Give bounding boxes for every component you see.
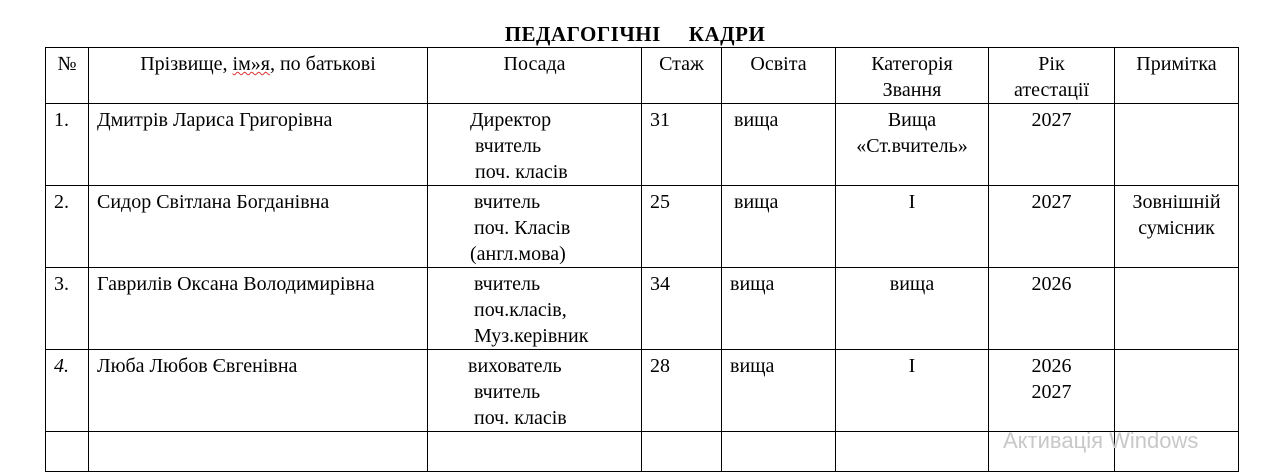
row-year [989, 350, 1115, 432]
row-category [836, 186, 989, 268]
row-name: Люба Любов Євгенівна [89, 350, 428, 432]
row-note: Зовнішній сумісник [1115, 186, 1239, 268]
row-category [836, 350, 989, 432]
category-line: І [908, 191, 916, 213]
position-line: поч.класів, [474, 299, 567, 321]
row-position [428, 268, 642, 350]
position-line: поч. класів [475, 161, 568, 183]
row-position [428, 186, 642, 268]
table-row [46, 104, 1239, 186]
header-name: Прізвище, ім»я, по батькові [89, 48, 428, 104]
row-education: вища [722, 350, 836, 432]
row-year [989, 104, 1115, 186]
position-line: (англ.мова) [470, 243, 566, 265]
empty-cell [89, 432, 428, 472]
empty-cell [46, 432, 89, 472]
category-line: вища [889, 273, 935, 295]
table-row [46, 186, 1239, 268]
table-row [46, 350, 1239, 432]
empty-cell [642, 432, 722, 472]
year-line: 2026 [1031, 355, 1072, 377]
header-year: Рік атестації [989, 48, 1115, 104]
row-note [1115, 104, 1239, 186]
year-line: 2026 [1031, 273, 1072, 295]
staff-table [45, 47, 1239, 472]
position-line: Директор [470, 109, 552, 131]
row-experience: 28 [642, 350, 722, 432]
category-line: І [908, 355, 916, 377]
row-number: 1. [46, 104, 89, 186]
title-part-2: КАДРИ [688, 22, 766, 46]
windows-activation-watermark: Активація Windows [1003, 428, 1199, 453]
header-position: Посада [428, 48, 642, 104]
year-line: 2027 [1031, 191, 1072, 213]
position-line: вчитель [474, 381, 541, 403]
position-line: вихователь [468, 355, 562, 377]
category-line: «Ст.вчитель» [856, 135, 968, 157]
row-number: 4. [46, 350, 89, 432]
header-category: Категорія Звання [836, 48, 989, 104]
position-line: вчитель [474, 273, 541, 295]
header-num: № [46, 48, 89, 104]
category-line: Вища [887, 109, 937, 131]
row-note [1115, 268, 1239, 350]
empty-cell [722, 432, 836, 472]
row-note [1115, 350, 1239, 432]
row-name: Сидор Світлана Богданівна [89, 186, 428, 268]
row-name: Гаврилів Оксана Володимирівна [89, 268, 428, 350]
position-line: вчитель [475, 135, 542, 157]
title-part-1: ПЕДАГОГІЧНІ [504, 22, 661, 46]
row-experience: 34 [642, 268, 722, 350]
empty-cell [428, 432, 642, 472]
row-category [836, 268, 989, 350]
row-year [989, 186, 1115, 268]
row-position [428, 104, 642, 186]
row-education: вища [722, 104, 836, 186]
table-row [46, 268, 1239, 350]
empty-cell [836, 432, 989, 472]
position-line: поч. класів [474, 407, 567, 429]
header-experience: Стаж [642, 48, 722, 104]
header-note: Примітка [1115, 48, 1239, 104]
document-title [0, 22, 1270, 47]
row-name: Дмитрів Лариса Григорівна [89, 104, 428, 186]
row-year [989, 268, 1115, 350]
row-number: 3. [46, 268, 89, 350]
spell-error-word: ім»я [232, 53, 270, 75]
row-number: 2. [46, 186, 89, 268]
row-experience: 25 [642, 186, 722, 268]
year-line: 2027 [1031, 381, 1072, 403]
row-experience: 31 [642, 104, 722, 186]
position-line: Муз.керівник [474, 325, 589, 347]
year-line: 2027 [1031, 109, 1072, 131]
position-line: поч. Класів [474, 217, 571, 239]
header-row [46, 48, 1239, 104]
row-education: вища [722, 186, 836, 268]
row-category [836, 104, 989, 186]
header-education: Освіта [722, 48, 836, 104]
row-position [428, 350, 642, 432]
position-line: вчитель [474, 191, 541, 213]
row-education: вища [722, 268, 836, 350]
